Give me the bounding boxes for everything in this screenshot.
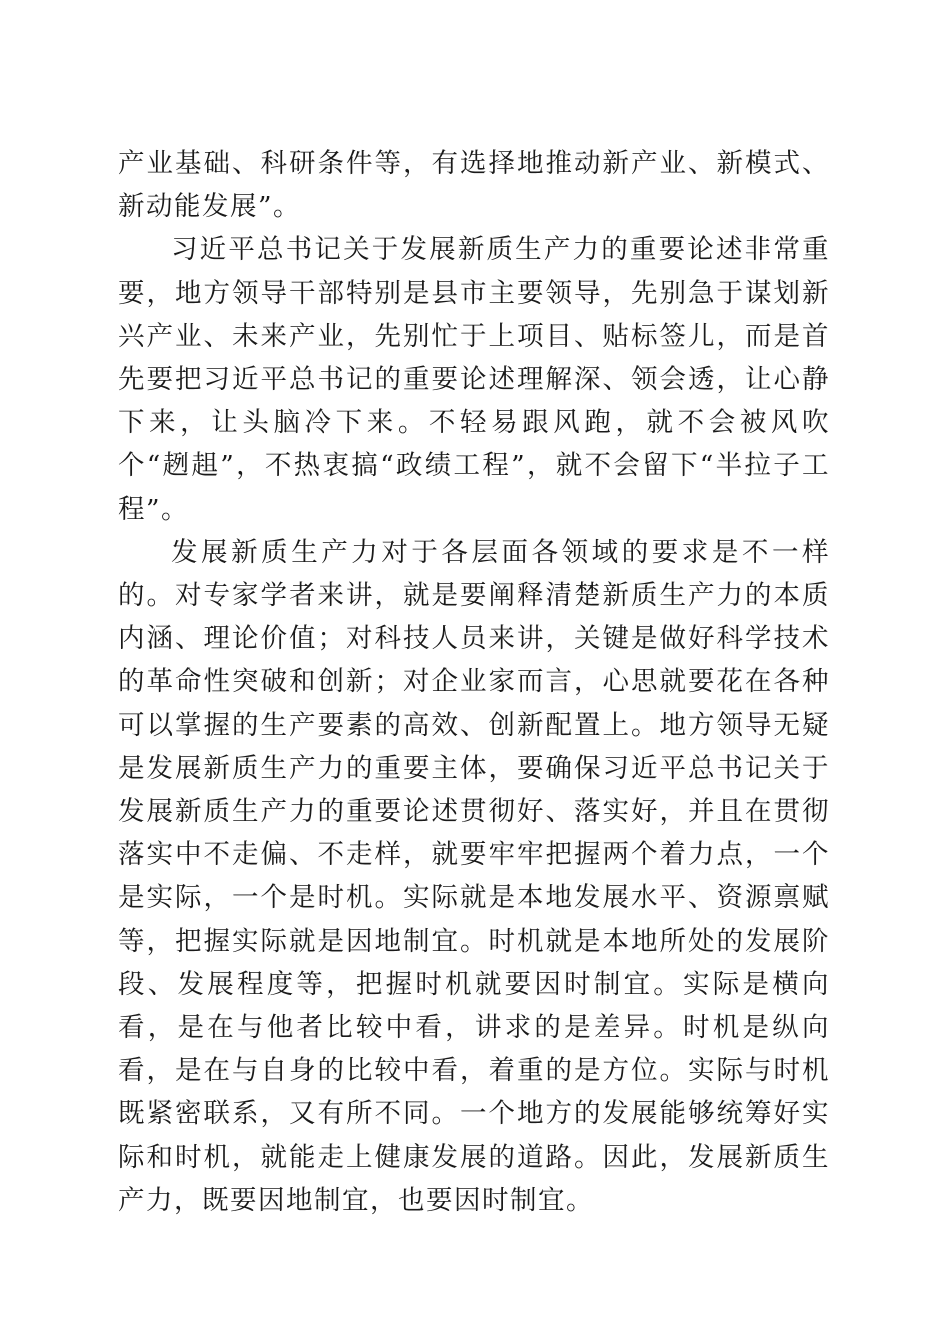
paragraph-3: 发展新质生产力对于各层面各领域的要求是不一样的。对专家学者来讲，就是要阐释清楚新质生产力的本质内涵、理论价值；对科技人员来讲，关键是做好科学技术的革命性突破和创新；对企业家而言，心思就要花在各种可以掌握的生产要素的高效、创新配置上。地方领导无疑是发展新质生产力的重要主体，要确保习近平总书记关于发展新质生产力的重要论述贯彻好、落实好，并且在贯彻落实中不走偏、不走样，就要牢牢把握两个着力点，一个是实际，一个是时机。实际就是本地发展水平、资源禀赋等，把握实际就是因地制宜。时机就是本地所处的发展阶段、发展程度等，把握时机就要因时制宜。实际是横向看，是在与他者比较中看，讲求的是差异。时机是纵向看，是在与自身的比较中看，着重的是方位。实际与时机既紧密联系，又有所不同。一个地方的发展能够统筹好实际和时机，就能走上健康发展的道路。因此，发展新质生产力，既要因地制宜，也要因时制宜。	[118, 536, 830, 1216]
paragraph-continuation: 产业基础、科研条件等，有选择地推动新产业、新模式、新动能发展”。	[118, 148, 830, 223]
document-body	[118, 142, 830, 1222]
paragraph-2: 习近平总书记关于发展新质生产力的重要论述非常重要，地方领导干部特别是县市主要领导，先别急于谋划新兴产业、未来产业，先别忙于上项目、贴标签儿，而是首先要把习近平总书记的重要论述理解深、领会透，让心静下来，让头脑冷下来。不轻易跟风跑，就不会被风吹个“趔趄”，不热衷搞“政绩工程”，就不会留下“半拉子工程”。	[118, 234, 830, 525]
